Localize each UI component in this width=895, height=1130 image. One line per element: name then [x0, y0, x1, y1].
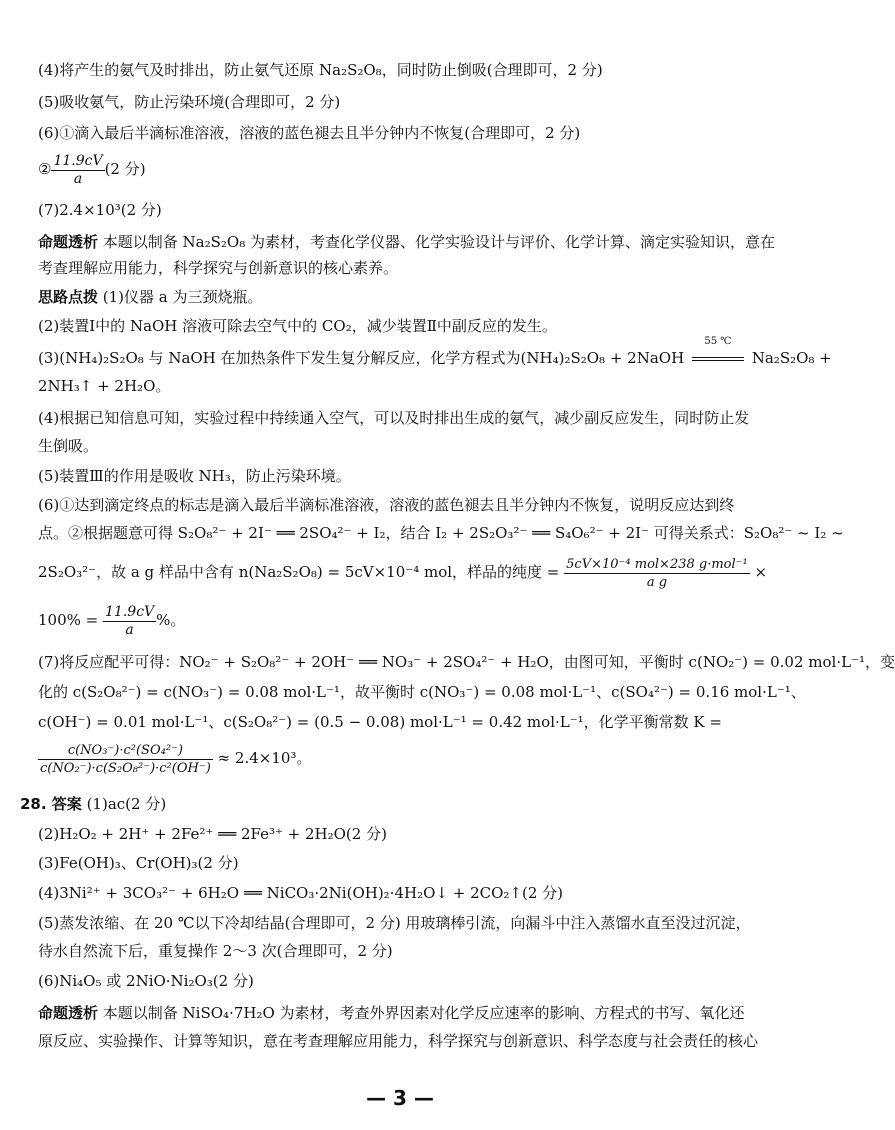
equals-sign	[692, 357, 744, 361]
answer-line: (5)蒸发浓缩、在 20 ℃以下冷却结晶(合理即可，2 分) 用玻璃棒引流，向漏斗中注入蒸馏水直至没过沉淀，	[38, 914, 751, 932]
fraction-numerator: 11.9cV	[105, 603, 155, 620]
equation-line	[38, 336, 832, 368]
equation-text: (3)(NH₄)₂S₂O₈ 与 NaOH 在加热条件下发生复分解反应，化学方程式为(NH₄)₂S₂O₈ + 2NaOH	[38, 349, 685, 367]
answer-heading-line	[20, 794, 780, 814]
hint-text: (1)仪器 a 为三颈烧瓶。	[98, 288, 263, 306]
analysis-line: 原反应、实验操作、计算等知识，意在考查理解应用能力，科学探究与创新意识、科学态度与社会责任的核心	[38, 1032, 759, 1050]
fraction-numerator: c(NO₃⁻)·c²(SO₄²⁻)	[38, 742, 213, 760]
section-label: 命题透析	[38, 233, 99, 251]
fraction-numerator: 11.9cV	[53, 152, 103, 169]
analysis-line	[38, 1003, 780, 1023]
fraction-denominator: c(NO₂⁻)·c(S₂O₈²⁻)·c²(OH⁻)	[40, 760, 211, 776]
hint-line: (7)将反应配平可得：NO₂⁻ + S₂O₈²⁻ + 2OH⁻ ══ NO₃⁻ + 2SO₄²⁻ + H₂O，由图可知，平衡时 c(NO₂⁻) = 0.02 mol·L⁻¹，变	[38, 653, 895, 671]
answer-line-fraction	[38, 150, 780, 188]
equilibrium-constant-line	[38, 738, 780, 778]
circled-number: ②	[38, 160, 52, 178]
reaction-condition	[689, 336, 747, 368]
equilibrium-result: ≈ 2.4×10³。	[217, 749, 312, 767]
analysis-line: 考查理解应用能力，科学探究与创新意识的核心素养。	[38, 259, 399, 277]
hint-line: (5)装置Ⅲ的作用是吸收 NH₃，防止污染环境。	[38, 467, 351, 485]
fraction-numerator: 5cV×10⁻⁴ mol×238 g·mol⁻¹	[566, 556, 748, 572]
fraction	[51, 153, 104, 188]
purity-suffix: %。	[156, 611, 186, 629]
section-label: 思路点拨	[38, 288, 99, 306]
answer-line: (7)2.4×10³(2 分)	[38, 201, 162, 219]
purity-text: 2S₂O₃²⁻，故 a g 样品中含有 n(Na₂S₂O₈) = 5cV×10⁻⁴ mol，样品的纯度 =	[38, 563, 560, 581]
hint-line: (6)①达到滴定终点的标志是滴入最后半滴标准溶液，溶液的蓝色褪去且半分钟内不恢复，说明反应达到终	[38, 496, 735, 514]
fraction	[38, 742, 213, 777]
fraction-denominator: a g	[646, 574, 668, 590]
answer-line: (2)H₂O₂ + 2H⁺ + 2Fe²⁺ ══ 2Fe³⁺ + 2H₂O(2 分)	[38, 825, 387, 843]
hint-line: (2)装置Ⅰ中的 NaOH 溶液可除去空气中的 CO₂，减少装置Ⅱ中副反应的发生。	[38, 317, 557, 335]
answer-line: (6)①滴入最后半滴标准溶液，溶液的蓝色褪去且半分钟内不恢复(合理即可，2 分)	[38, 124, 581, 142]
equation-line: 2NH₃↑ + 2H₂O。	[38, 377, 171, 395]
section-label: 命题透析	[38, 1004, 99, 1022]
answer-line: (4)将产生的氨气及时排出，防止氨气还原 Na₂S₂O₈，同时防止倒吸(合理即可，2 分)	[38, 61, 603, 79]
page-number: — 3 —	[366, 1086, 434, 1110]
answer-line: 待水自然流下后，重复操作 2～3 次(合理即可，2 分)	[38, 942, 393, 960]
hint-line: c(OH⁻) = 0.01 mol·L⁻¹、c(S₂O₈²⁻) = (0.5 − 0.08) mol·L⁻¹ = 0.42 mol·L⁻¹，化学平衡常数 K =	[38, 713, 722, 731]
purity-prefix: 100% =	[38, 611, 99, 629]
analysis-line	[38, 232, 780, 252]
answer-line: (6)Ni₄O₅ 或 2NiO·Ni₂O₃(2 分)	[38, 972, 254, 990]
hint-line	[38, 287, 780, 307]
answer-line: (4)3Ni²⁺ + 3CO₃²⁻ + 6H₂O ══ NiCO₃·2Ni(OH)₂·4H₂O↓ + 2CO₂↑(2 分)	[38, 884, 563, 902]
purity-line	[38, 552, 780, 592]
fraction	[103, 604, 156, 639]
temperature-label: 55 ℃	[704, 336, 732, 347]
answer-line: (5)吸收氨气，防止污染环境(合理即可，2 分)	[38, 93, 341, 111]
answer-text: (1)ac(2 分)	[81, 795, 167, 813]
question-label: 28. 答案	[20, 795, 82, 813]
equation-text: Na₂S₂O₈ +	[751, 349, 832, 367]
hint-line: 点。②根据题意可得 S₂O₈²⁻ + 2I⁻ ══ 2SO₄²⁻ + I₂，结合 I₂ + 2S₂O₃²⁻ ══ S₄O₆²⁻ + 2I⁻ 可得关系式：S₂O₈²⁻ ~ I₂ ~	[38, 524, 844, 542]
times-sign: ×	[754, 563, 768, 581]
fraction-denominator: a	[73, 170, 83, 187]
score-note: (2 分)	[104, 160, 146, 178]
purity-result-line	[38, 600, 780, 640]
analysis-text: 本题以制备 Na₂S₂O₈ 为素材，考查化学仪器、化学实验设计与评价、化学计算、滴定实验知识，意在	[98, 233, 776, 251]
fraction-denominator: a	[125, 621, 134, 638]
fraction	[564, 556, 750, 591]
analysis-text: 本题以制备 NiSO₄·7H₂O 为素材，考查外界因素对化学反应速率的影响、方程式的书写、氧化还	[98, 1004, 745, 1022]
answer-line: (3)Fe(OH)₃、Cr(OH)₃(2 分)	[38, 854, 239, 872]
hint-line: 化的 c(S₂O₈²⁻) = c(NO₃⁻) = 0.08 mol·L⁻¹，故平衡时 c(NO₃⁻) = 0.08 mol·L⁻¹、c(SO₄²⁻) = 0.16 mol·L⁻¹、	[38, 683, 806, 701]
hint-line: 生倒吸。	[38, 437, 99, 455]
hint-line: (4)根据已知信息可知，实验过程中持续通入空气，可以及时排出生成的氨气，减少副反应发生，同时防止发	[38, 409, 750, 427]
